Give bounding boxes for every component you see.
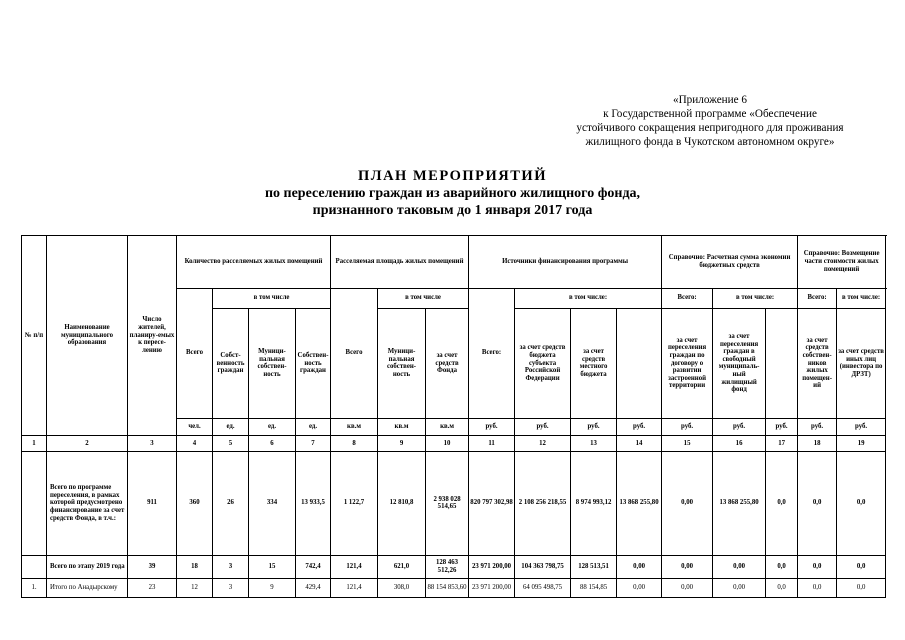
column-numbers-row xyxy=(22,435,886,451)
header-subject-budget: за счет средств бюджета субъекта Российской Федерации xyxy=(515,309,571,419)
appendix-line-1: «Приложение 6 xyxy=(672,94,748,106)
row-value-cell: 0,00 xyxy=(713,578,766,597)
column-number-cell: 7 xyxy=(296,435,331,451)
row-value-cell: 0,0 xyxy=(837,578,886,597)
unit-cell: кв.м xyxy=(331,418,378,435)
unit-cell: руб. xyxy=(766,418,798,435)
row-num-cell: 1. xyxy=(22,578,47,597)
header-area-group: Расселяемая площадь жилых помещений xyxy=(331,236,469,289)
row-value-cell: 0,00 xyxy=(662,555,713,578)
plan-title-line-1: ПЛАН МЕРОПРИЯТИЙ xyxy=(358,168,547,184)
row-value-cell: 23 xyxy=(128,578,177,597)
header-comp-incl: в том числе: xyxy=(837,288,886,309)
header-owned-area: Собствен-ность граждан xyxy=(296,309,331,419)
header-economy-total-sub xyxy=(617,309,662,419)
column-number-cell: 12 xyxy=(515,435,571,451)
header-economy-total: Всего: xyxy=(662,288,713,309)
row-value-cell: 39 xyxy=(128,555,177,578)
column-number-cell: 13 xyxy=(571,435,617,451)
unit-cell: ед. xyxy=(249,418,296,435)
row-value-cell: 13 933,5 xyxy=(296,451,331,555)
appendix-line-2: к Государственной программе «Обеспечение xyxy=(603,108,817,120)
header-comp-b: за счет средств иных лиц (инвестора по ДРЗТ) xyxy=(837,309,886,419)
plan-title xyxy=(0,168,905,219)
row-value-cell: 0,0 xyxy=(766,578,798,597)
unit-cell: руб. xyxy=(713,418,766,435)
column-number-cell: 9 xyxy=(378,435,426,451)
header-econ-a: за счет переселения граждан по договору о развитии застроенной территории xyxy=(662,309,713,419)
unit-cell: руб. xyxy=(837,418,886,435)
header-owned: Собст-венность граждан xyxy=(213,309,249,419)
row-value-cell: 121,4 xyxy=(331,578,378,597)
column-number-cell: 4 xyxy=(177,435,213,451)
row-value-cell: 360 xyxy=(177,451,213,555)
row-value-cell: 12 xyxy=(177,578,213,597)
column-number-cell: 14 xyxy=(617,435,662,451)
unit-cell: руб. xyxy=(798,418,837,435)
header-economy-incl: в том числе: xyxy=(713,288,798,309)
header-compensation-group: Справочно: Возмещение части стоимости жилых помещений xyxy=(798,236,886,289)
appendix-line-4: жилищного фонда в Чукотском автономном округе» xyxy=(585,136,835,148)
row-value-cell: 13 868 255,80 xyxy=(713,451,766,555)
row-value-cell: 0,00 xyxy=(617,555,662,578)
unit-cell: руб. xyxy=(515,418,571,435)
row-value-cell: 26 xyxy=(213,451,249,555)
table-row xyxy=(22,578,886,597)
header-comp-total-sub xyxy=(766,309,798,419)
unit-cell: ед. xyxy=(213,418,249,435)
unit-cell: руб. xyxy=(617,418,662,435)
row-value-cell: 0,00 xyxy=(713,555,766,578)
column-number-cell: 6 xyxy=(249,435,296,451)
header-municipal-area: Муници-пальная собствен-ность xyxy=(378,309,426,419)
row-value-cell: 12 810,8 xyxy=(378,451,426,555)
header-comp-a: за счет средств собствен-ников жилых помещен-ий xyxy=(798,309,837,419)
header-sources-incl: в том числе: xyxy=(515,288,662,309)
header-qty-incl: в том числе xyxy=(213,288,331,309)
plan-title-line-2: по переселению граждан из аварийного жилищного фонда, xyxy=(264,186,641,201)
column-number-cell: 8 xyxy=(331,435,378,451)
row-value-cell: 334 xyxy=(249,451,296,555)
row-value-cell: 0,0 xyxy=(837,555,886,578)
header-qty-total: Всего xyxy=(177,288,213,418)
plan-title-line-3: признанного таковым до 1 января 2017 года xyxy=(312,203,593,218)
unit-cell: руб. xyxy=(662,418,713,435)
column-number-cell: 2 xyxy=(47,435,128,451)
row-num-cell xyxy=(22,451,47,555)
row-value-cell: 64 095 498,75 xyxy=(515,578,571,597)
row-value-cell: 3 xyxy=(213,555,249,578)
header-econ-b: за счет переселения граждан в свободный муниципаль-ный жилищный фонд xyxy=(713,309,766,419)
unit-cell: чел. xyxy=(177,418,213,435)
column-number-cell: 5 xyxy=(213,435,249,451)
unit-cell: руб. xyxy=(571,418,617,435)
row-value-cell: 0,0 xyxy=(766,555,798,578)
row-value-cell: 18 xyxy=(177,555,213,578)
row-value-cell: 820 797 302,98 xyxy=(469,451,515,555)
header-local-budget: за счет средств местного бюджета xyxy=(571,309,617,419)
row-value-cell: 88 154 853,60 xyxy=(426,578,469,597)
header-area-incl: в том числе xyxy=(378,288,469,309)
row-value-cell: 0,00 xyxy=(662,451,713,555)
unit-cell: ед. xyxy=(296,418,331,435)
row-value-cell: 121,4 xyxy=(331,555,378,578)
row-value-cell: 0,0 xyxy=(798,451,837,555)
header-residents: Число жителей, планиру-емых к пересе-лению xyxy=(128,236,177,436)
row-value-cell: 0,0 xyxy=(798,578,837,597)
header-sources-total: Всего: xyxy=(469,288,515,418)
row-value-cell: 0,00 xyxy=(617,578,662,597)
row-name-cell: Итого по Анадырскому xyxy=(47,578,128,597)
header-economy-group: Справочно: Расчетная сумма экономии бюджетных средств xyxy=(662,236,798,289)
header-comp-total: Всего: xyxy=(798,288,837,309)
column-number-cell: 10 xyxy=(426,435,469,451)
row-value-cell: 128 513,51 xyxy=(571,555,617,578)
appendix-block xyxy=(545,93,875,149)
column-number-cell: 18 xyxy=(798,435,837,451)
row-name-cell: Всего по этапу 2019 года xyxy=(47,555,128,578)
row-value-cell: 0,0 xyxy=(766,451,798,555)
header-num: № п/п xyxy=(22,236,47,436)
row-value-cell: 23 971 200,00 xyxy=(469,555,515,578)
row-value-cell: 429,4 xyxy=(296,578,331,597)
header-fund: за счет средств Фонда xyxy=(426,309,469,419)
row-value-cell: 3 xyxy=(213,578,249,597)
header-area-total: Всего xyxy=(331,288,378,418)
header-qty-group: Количество расселяемых жилых помещений xyxy=(177,236,331,289)
column-number-cell: 3 xyxy=(128,435,177,451)
row-value-cell: 104 363 798,75 xyxy=(515,555,571,578)
row-value-cell: 1 122,7 xyxy=(331,451,378,555)
row-value-cell: 23 971 200,00 xyxy=(469,578,515,597)
row-value-cell: 8 974 993,12 xyxy=(571,451,617,555)
row-value-cell: 15 xyxy=(249,555,296,578)
unit-cell: кв.м xyxy=(426,418,469,435)
row-name-cell: Всего по программе переселения, в рамках которой предусмотрено финансирование за счет средств Фонда, в т.ч.: xyxy=(47,451,128,555)
row-value-cell: 13 868 255,80 xyxy=(617,451,662,555)
header-row-groups xyxy=(22,236,886,289)
row-value-cell: 9 xyxy=(249,578,296,597)
column-number-cell: 1 xyxy=(22,435,47,451)
table-row xyxy=(22,451,886,555)
row-value-cell: 0,0 xyxy=(798,555,837,578)
row-value-cell: 0,0 xyxy=(837,451,886,555)
table-row xyxy=(22,555,886,578)
resettlement-plan-table xyxy=(21,235,886,598)
row-value-cell: 308,0 xyxy=(378,578,426,597)
row-value-cell: 911 xyxy=(128,451,177,555)
row-value-cell: 2 108 256 218,55 xyxy=(515,451,571,555)
row-value-cell: 621,0 xyxy=(378,555,426,578)
header-sources-group: Источники финансирования программы xyxy=(469,236,662,289)
column-number-cell: 11 xyxy=(469,435,515,451)
unit-cell: кв.м xyxy=(378,418,426,435)
column-number-cell: 15 xyxy=(662,435,713,451)
row-value-cell: 0,00 xyxy=(662,578,713,597)
row-num-cell xyxy=(22,555,47,578)
column-number-cell: 16 xyxy=(713,435,766,451)
column-number-cell: 19 xyxy=(837,435,886,451)
row-value-cell: 88 154,85 xyxy=(571,578,617,597)
row-value-cell: 128 463 512,26 xyxy=(426,555,469,578)
unit-cell: руб. xyxy=(469,418,515,435)
appendix-line-3: устойчивого сокращения непригодного для проживания xyxy=(576,122,844,134)
row-value-cell: 2 938 028 514,65 xyxy=(426,451,469,555)
header-municipal: Муници-пальная собствен-ность xyxy=(249,309,296,419)
row-value-cell: 742,4 xyxy=(296,555,331,578)
header-name: Наименование муниципального образования xyxy=(47,236,128,436)
column-number-cell: 17 xyxy=(766,435,798,451)
